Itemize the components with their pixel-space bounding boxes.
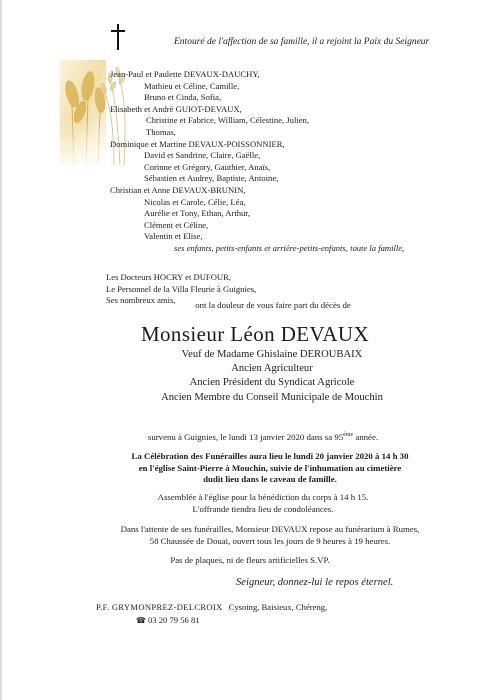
- ceremony-line: dudit lieu dans le caveau de famille.: [203, 474, 337, 484]
- title-line: Ancien Agriculteur: [231, 363, 313, 375]
- family-line: Elisabeth et André GUIOT-DEVAUX,: [110, 103, 242, 114]
- family-line: Christian et Anne DEVAUX-BRUNIN,: [110, 184, 246, 195]
- family-line: Thomas,: [146, 126, 176, 137]
- death-ordinal: ème: [343, 432, 354, 439]
- wake-line: Dans l'attente de ses funérailles, Monsieur DEVAUX repose au funérarium à Rumes,: [120, 524, 420, 534]
- family-line: David et Sandrine, Claire, Gaëlle,: [144, 150, 261, 161]
- assembly-line: Assemblée à l'église pour la bénédiction du corps à 14 h 15.: [157, 492, 369, 502]
- assembly-line: L'offrande tiendra lieu de condoléances.: [192, 503, 334, 514]
- wake-line: 58 Chaussée de Douai, ouvert tous les jours de 9 heures à 19 heures.: [149, 535, 391, 546]
- family-line: Christine et Fabrice, William, Célestine, Julien,: [146, 115, 309, 126]
- title-line: Ancien Président du Syndicat Agricole: [189, 377, 355, 389]
- family-line: Bruno et Cinda, Sofia,: [144, 92, 222, 103]
- death-suffix: année.: [353, 432, 379, 442]
- deceased-titles: [0, 348, 496, 405]
- deceased-name: Monsieur Léon DEVAUX: [140, 322, 370, 346]
- family-line: Clément et Céline,: [144, 219, 209, 230]
- family-summary: ses enfants, petits-enfants et arrière-petits-enfants, toute la famille,: [174, 242, 405, 253]
- tagline: Entouré de l'affection de sa famille, il a rejoint la Paix du Seigneur: [174, 37, 430, 47]
- ceremony-line: La Célébration des Funérailles aura lieu le lundi 20 janvier 2020 à 14 h 30: [131, 451, 409, 461]
- phone-icon: ☎: [136, 616, 146, 625]
- ceremony-line: en l'église Saint-Pierre à Mouchin, suivie de l'inhumation au cimetière: [138, 462, 402, 473]
- announcement: ont la douleur de vous faire part du décès de: [195, 300, 351, 310]
- assembly-details: [0, 492, 496, 515]
- cross-icon: [111, 24, 125, 50]
- wake-details: [0, 524, 496, 547]
- phone-number: 03 20 79 56 81: [147, 615, 200, 625]
- funeral-home-locations: Cysoing, Baisieux, Chéreng,: [228, 602, 328, 612]
- funeral-home: [96, 601, 327, 627]
- prayer: Seigneur, donnez-lui le repos éternel.: [236, 577, 394, 588]
- family-line: Valentin et Elise,: [144, 231, 203, 242]
- family-line: Aurélie et Tony, Ethan, Arthur,: [144, 208, 250, 219]
- family-line: Corinne et Grégory, Gauthier, Anaïs,: [144, 161, 271, 172]
- flowers-note: Pas de plaques, ni de fleurs artificielles S.VP.: [170, 555, 330, 565]
- family-line: Mathieu et Céline, Camille,: [144, 80, 240, 91]
- others-line: Le Personnel de la Villa Fleurie à Guignies,: [106, 283, 257, 294]
- family-line: Dominique et Martine DEVAUX-POISSONNIER,: [110, 138, 285, 149]
- ceremony-details: [0, 451, 496, 486]
- death-text: survenu à Guignies, le lundi 13 janvier 2020 dans sa 95: [147, 432, 344, 442]
- funeral-home-phone: [96, 614, 327, 627]
- death-notice: [0, 432, 496, 442]
- family-list: [110, 69, 404, 255]
- family-line: Nicolas et Carole, Célie, Léa,: [144, 196, 246, 207]
- title-line: Ancien Membre du Conseil Municipale de Mouchin: [161, 391, 383, 403]
- funeral-home-name: P.F. GRYMONPREZ-DELCROIX: [96, 602, 223, 612]
- others-line: Ses nombreux amis,: [106, 295, 176, 306]
- family-line: Sébastien et Audrey, Baptiste, Antoine,: [144, 173, 279, 184]
- others-line: Les Docteurs HOCRY et DUFOUR,: [106, 272, 231, 282]
- family-line: Jean-Paul et Paulette DEVAUX-DAUCHY,: [110, 69, 260, 79]
- title-line: Veuf de Madame Ghislaine DEROUBAIX: [181, 349, 363, 360]
